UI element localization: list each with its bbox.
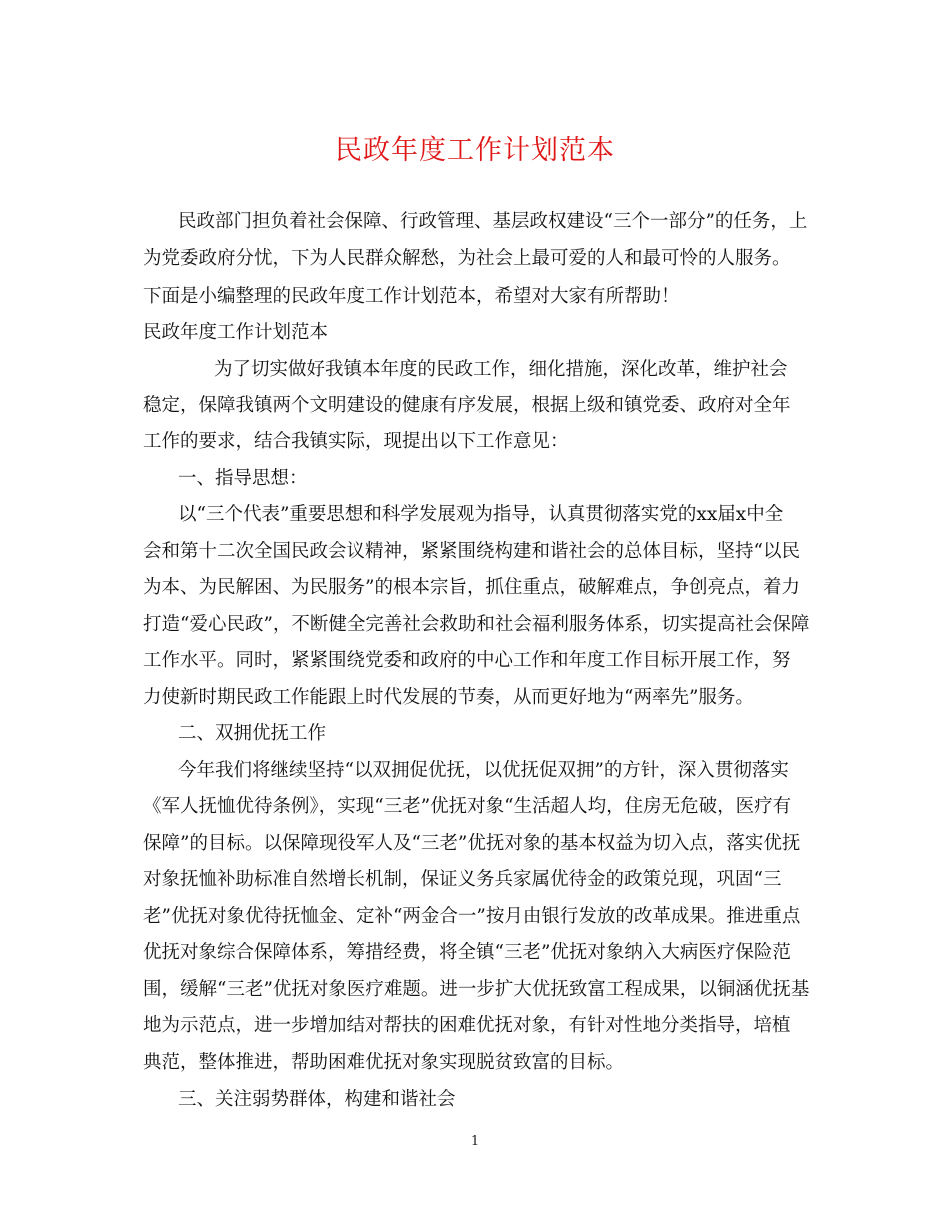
paragraph-line: 下面是小编整理的民政年度工作计划范本，希望对大家有所帮助！	[143, 286, 680, 307]
paragraph-line: 今年我们将继续坚持“以双拥促优抚，以优抚促双拥”的方针，深入贯彻落实	[178, 760, 789, 781]
paragraph-line: 围，缓解“三老”优抚对象医疗难题。进一步扩大优抚致富工程成果，以铜涵优抚基	[143, 979, 810, 1000]
paragraph-line: 优抚对象综合保障体系，筹措经费，将全镇“三老”优抚对象纳入大病医疗保险范	[143, 942, 791, 963]
paragraph-line: 稳定，保障我镇两个文明建设的健康有序发展，根据上级和镇党委、政府对全年	[143, 395, 791, 416]
paragraph-line: 工作水平。同时，紧紧围绕党委和政府的中心工作和年度工作目标开展工作，努	[143, 650, 791, 671]
paragraph-line: 民政部门担负着社会保障、行政管理、基层政权建设“三个一部分”的任务，上	[178, 211, 808, 232]
paragraph-line: 打造“爱心民政”，不断健全完善社会救助和社会福利服务体系，切实提高社会保障	[143, 614, 810, 635]
paragraph-line: 为了切实做好我镇本年度的民政工作，细化措施，深化改革，维护社会	[214, 359, 788, 380]
page-number: 1	[470, 1134, 480, 1149]
paragraph-line: 以“三个代表”重要思想和科学发展观为指导，认真贯彻落实党的xx届x中全	[178, 504, 784, 525]
paragraph-line: 保障”的目标。以保障现役军人及“三老”优抚对象的基本权益为切入点，落实优抚	[143, 833, 801, 854]
paragraph-line: 地为示范点，进一步增加结对帮扶的困难优抚对象，有针对性地分类指导，培植	[143, 1015, 791, 1036]
paragraph-line: 典范，整体推进，帮助困难优抚对象实现脱贫致富的目标。	[143, 1052, 625, 1073]
section-heading: 一、指导思想：	[178, 468, 308, 489]
section-heading: 二、双拥优抚工作	[178, 723, 327, 744]
paragraph-line: 会和第十二次全国民政会议精神，紧紧围绕构建和谐社会的总体目标，坚持“以民	[143, 541, 800, 562]
paragraph-line: 力使新时期民政工作能跟上时代发展的节奏，从而更好地为“两率先”服务。	[143, 687, 754, 708]
paragraph-line: 对象抚恤补助标准自然增长机制，保证义务兵家属优待金的政策兑现，巩固“三	[143, 869, 782, 890]
section-heading: 三、关注弱势群体，构建和谐社会	[178, 1089, 456, 1110]
section-heading: 民政年度工作计划范本	[143, 322, 329, 343]
paragraph-line: 为党委政府分忧，下为人民群众解愁，为社会上最可爱的人和最可怜的人服务。	[143, 248, 791, 269]
paragraph-line: 工作的要求，结合我镇实际，现提出以下工作意见：	[143, 431, 569, 452]
paragraph-line: 《军人抚恤优待条例》，实现“三老”优抚对象“生活超人均，住房无危破，医疗有	[143, 796, 792, 817]
document-title: 民政年度工作计划范本	[335, 135, 615, 166]
paragraph-line: 老”优抚对象优待抚恤金、定补“两金合一”按月由银行发放的改革成果。推进重点	[143, 906, 801, 927]
paragraph-line: 为本、为民解困、为民服务”的根本宗旨，抓住重点，破解难点，争创亮点，着力	[143, 577, 800, 598]
